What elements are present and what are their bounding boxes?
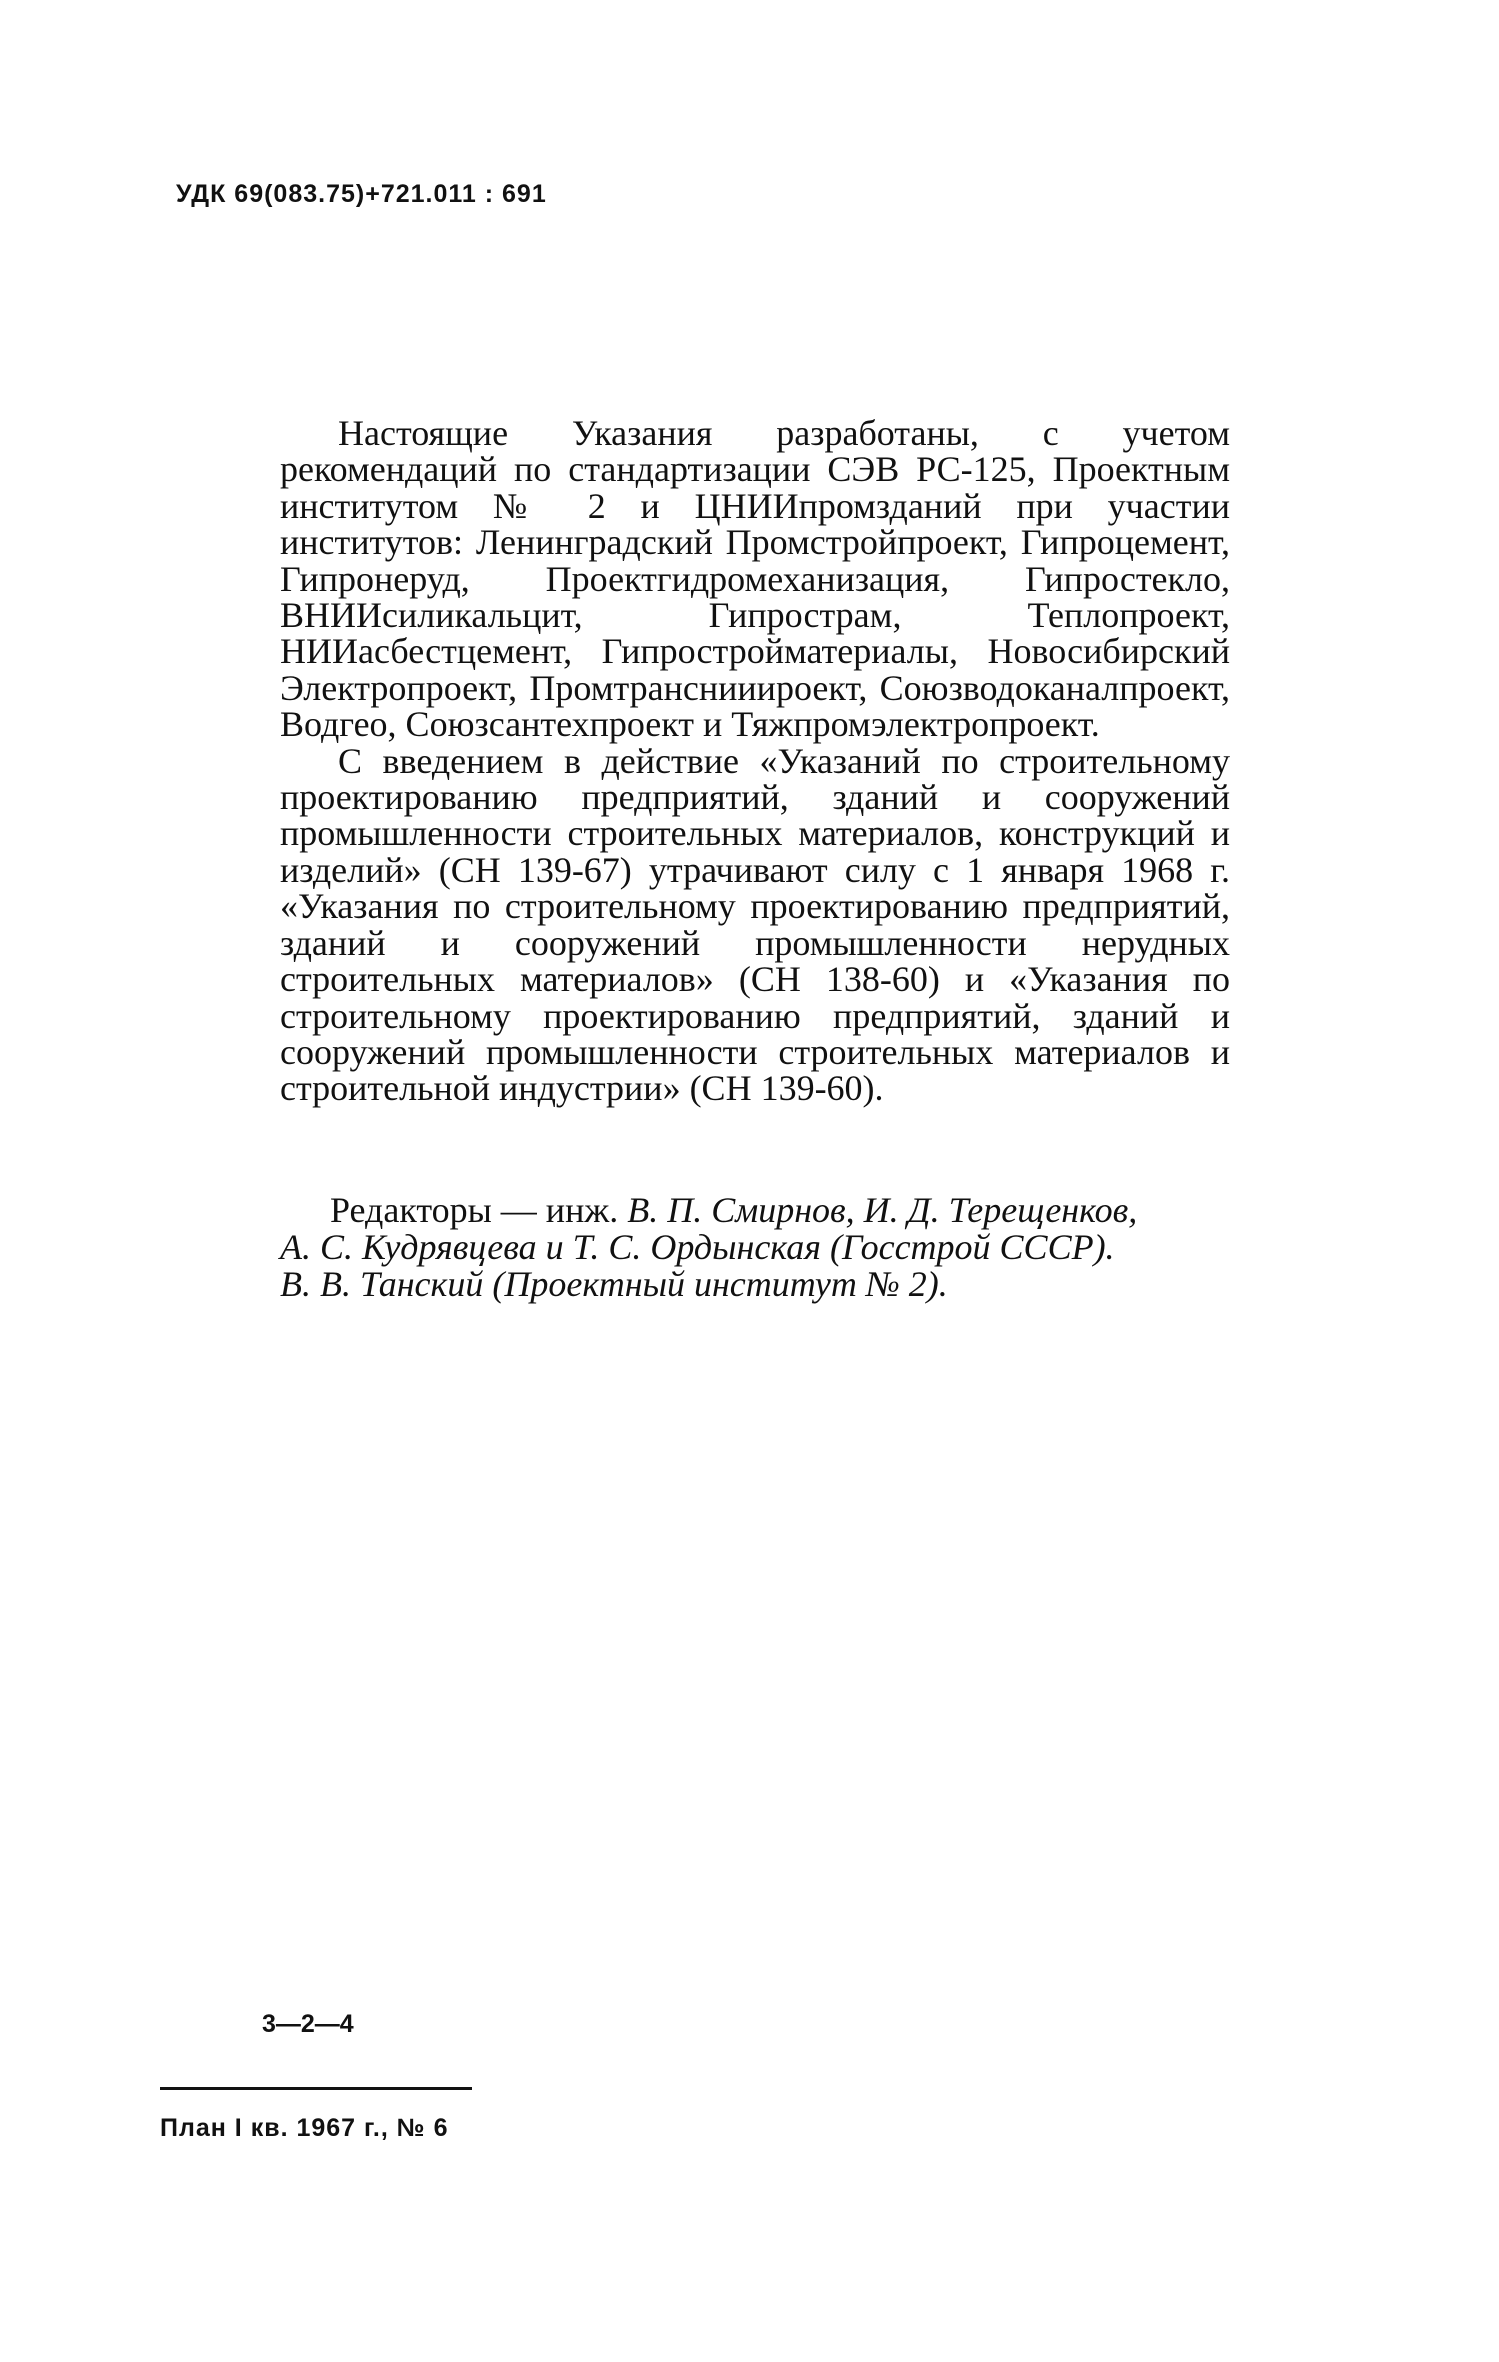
editors-line-1 [280, 1192, 1260, 1229]
editors-block [280, 1192, 1260, 1303]
editors-line-3: В. В. Танский (Проектный институт № 2). [280, 1264, 948, 1304]
paragraph-supersession: С введением в действие «Указаний по строительному проектированию предприятий, зданий и сооружений промышленности строительных материалов, конструкций и изделий» (СН 139-67) утрачивают силу с 1 января 1968 г. «Указания по строительному проектированию предприятий, зданий и сооружений промышленности нерудных строительных материалов» (СН 138-60) и «Указания по строительному проектированию предприятий, зданий и сооружений промышленности строительных материалов и строительной индустрии» (СН 139-60). [280, 740, 1230, 1109]
editors-line-2: А. С. Кудрявцева и Т. С. Ордынская (Госстрой СССР). [280, 1227, 1115, 1267]
publishing-plan: План I кв. 1967 г., № 6 [160, 2114, 449, 2142]
udc-code: УДК 69(083.75)+721.011 : 691 [176, 180, 547, 208]
divider-line [160, 2087, 472, 2090]
paragraph-developers: Настоящие Указания разработаны, с учетом рекомендаций по стандартизации СЭВ РС-125, Проектным институтом № 2 и ЦНИИпромзданий при участии институтов: Ленинградский Промстройпроект, Гипроцемент, Гипронеруд, Проектгидромеханизация, Гипростекло, ВНИИсиликальцит, Гипрострам, Теплопроект, НИИасбестцемент, Гипростройматериалы, Новосибирский Электропроект, Промтранснииироект, Союзводоканалпроект, Водгео, Союзсантехпроект и Тяжпромэлектропроект. [280, 413, 1230, 745]
editors-prefix: Редакторы — инж. [330, 1190, 619, 1230]
print-code: 3—2—4 [262, 2010, 354, 2038]
body-text [280, 415, 1230, 1107]
editors-names-1: В. П. Смирнов, И. Д. Терещенков, [627, 1190, 1138, 1230]
